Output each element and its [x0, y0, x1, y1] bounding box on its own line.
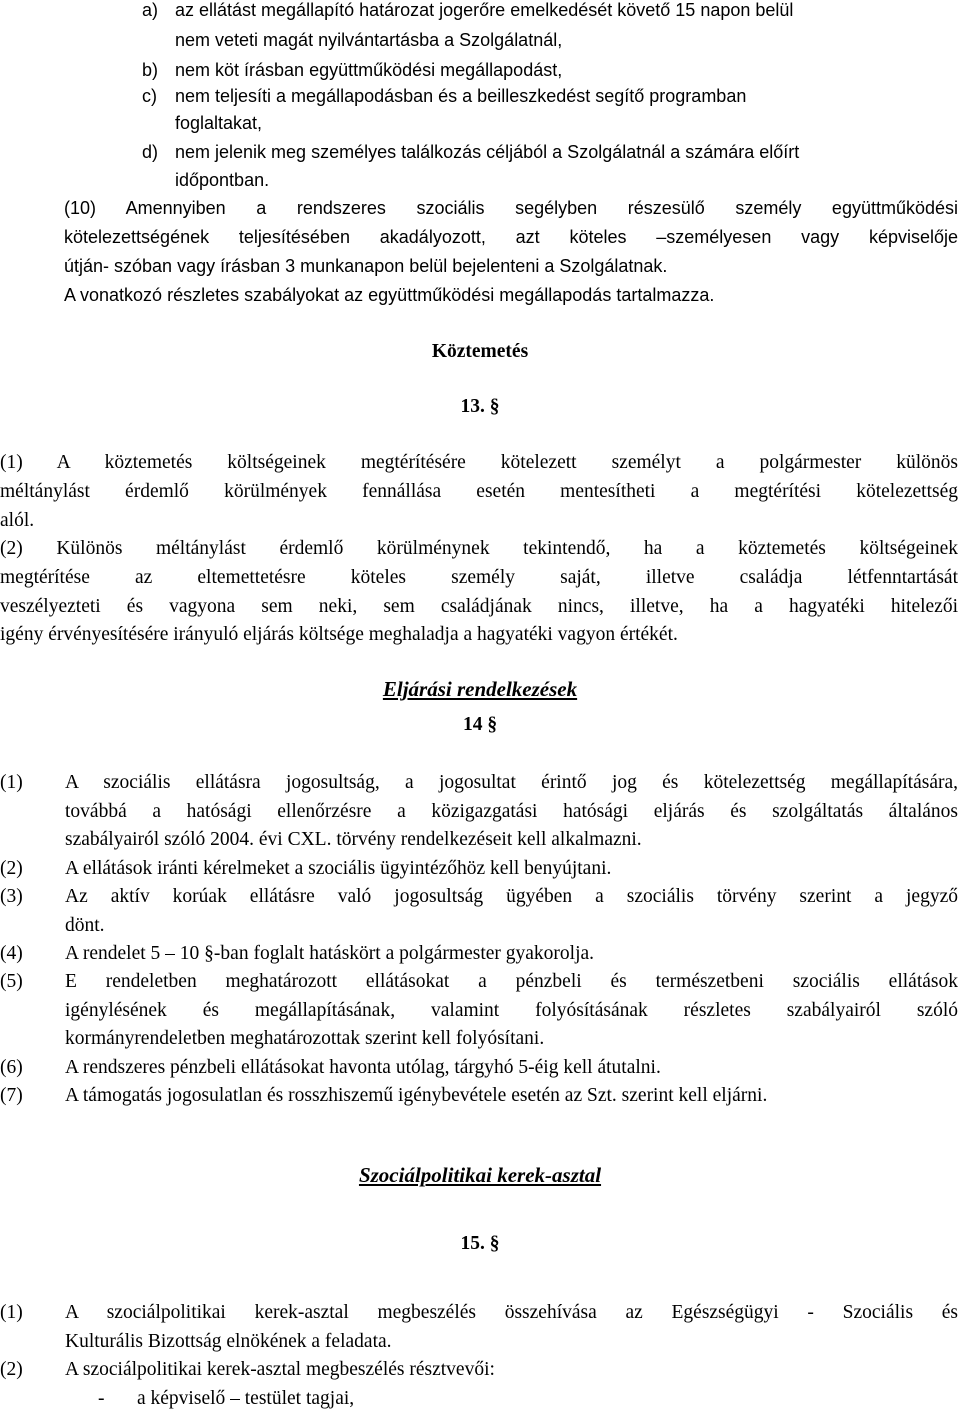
section-heading: Szociálpolitikai kerek-asztal	[358, 1163, 602, 1187]
list-label: b)	[142, 60, 159, 80]
item-text-line: A támogatás jogosulatlan és rosszhiszemű igénybevétele esetén az Szt. szerint kell eljárni.	[65, 1085, 768, 1106]
item-text-line: A rendelet 5 – 10 §-ban foglalt hatáskört a polgármester gyakorolja.	[65, 943, 595, 964]
item-text-line: Kulturális Bizottság elnökének a feladata.	[65, 1331, 392, 1352]
item-label: (2)	[0, 858, 23, 879]
item-label: (1)	[0, 772, 23, 793]
section-heading: Köztemetés	[431, 341, 529, 362]
paragraph-line: kötelezettségének teljesítésében akadályozott, azt köteles –személyesen vagy képviselője	[64, 227, 958, 247]
item-text-line: szabályairól szóló 2004. évi CXL. törvény rendelkezéseit kell alkalmazni.	[65, 829, 642, 850]
item-text-line: A ellátások iránti kérelmeket a szociális ügyintézőhöz kell benyújtani.	[65, 858, 612, 879]
item-label: (2)	[0, 1359, 23, 1380]
paragraph-line: veszélyezteti és vagyona sem neki, sem családjának nincs, illetve, ha a hagyatéki hitelezői	[0, 596, 958, 617]
paragraph-line: (1) A köztemetés költségeinek megtérítésére kötelezett személyt a polgármester különös	[0, 452, 958, 473]
list-label: d)	[142, 142, 159, 162]
paragraph-line: igény érvényesítésére irányuló eljárás költsége meghaladja a hagyatéki vagyon értékét.	[0, 624, 678, 645]
list-text-line: az ellátást megállapító határozat jogerőre emelkedését követő 15 napon belül	[175, 0, 794, 20]
list-label: a)	[142, 0, 159, 20]
list-text-line: nem jelenik meg személyes találkozás céljából a Szolgálatnál a számára előírt	[175, 142, 800, 162]
list-text-line: időpontban.	[175, 170, 270, 190]
item-text-line: A szociálpolitikai kerek-asztal megbeszélés összehívása az Egészségügyi - Szociális és	[65, 1302, 958, 1323]
item-text-line: A szociálpolitikai kerek-asztal megbeszélés résztvevői:	[65, 1359, 495, 1380]
item-text-line: E rendeletben meghatározott ellátásokat a pénzbeli és természetbeni szociális ellátások	[65, 971, 958, 992]
dash-text: a képviselő – testület tagjai,	[137, 1388, 355, 1409]
item-label: (4)	[0, 943, 23, 964]
paragraph-line: (2) Különös méltánylást érdemlő körülménynek tekintendő, ha a köztemetés költségeinek	[0, 538, 958, 559]
paragraph-line: (10) Amennyiben a rendszeres szociális segélyben részesülő személy együttműködési	[64, 198, 958, 218]
section-number: 13. §	[460, 396, 500, 417]
section-number: 15. §	[460, 1233, 500, 1254]
item-text-line: kormányrendeletben meghatározottak szerint kell folyósítani.	[65, 1028, 545, 1049]
item-label: (6)	[0, 1057, 23, 1078]
paragraph-line: megtérítése az eltemettetésre köteles személy saját, illetve családja létfenntartását	[0, 567, 958, 588]
item-text-line: A szociális ellátásra jogosultság, a jogosultat érintő jog és kötelezettség megállapítására,	[65, 772, 958, 793]
item-text-line: A rendszeres pénzbeli ellátásokat havonta utólag, tárgyhó 5-éig kell átutalni.	[65, 1057, 661, 1078]
list-text-line: nem teljesíti a megállapodásban és a beilleszkedést segítő programban	[175, 86, 747, 106]
section-heading: Eljárási rendelkezések	[382, 677, 578, 701]
paragraph-line: útján- szóban vagy írásban 3 munkanapon belül bejelenteni a Szolgálatnak.	[64, 256, 668, 276]
item-text-line: igénylésének és megállapításának, valamint folyósításának részletes szabályairól szóló	[65, 1000, 958, 1021]
dash-label: -	[98, 1388, 105, 1409]
list-text-line: foglaltakat,	[175, 113, 263, 133]
item-text-line: dönt.	[65, 915, 105, 936]
item-label: (7)	[0, 1085, 23, 1106]
list-text-line: nem veteti magát nyilvántartásba a Szolgálatnál,	[175, 30, 563, 50]
section-number: 14 §	[462, 714, 498, 735]
item-label: (1)	[0, 1302, 23, 1323]
item-text-line: továbbá a hatósági ellenőrzésre a közigazgatási hatósági eljárás és szolgáltatás általános	[65, 801, 958, 822]
paragraph-line: A vonatkozó részletes szabályokat az együttműködési megállapodás tartalmazza.	[64, 285, 715, 305]
list-text-line: nem köt írásban együttműködési megállapodást,	[175, 60, 563, 80]
paragraph-line: alól.	[0, 510, 35, 531]
item-label: (5)	[0, 971, 23, 992]
paragraph-line: méltánylást érdemlő körülmények fennállása esetén mentesítheti a megtérítési kötelezettség	[0, 481, 958, 502]
item-label: (3)	[0, 886, 23, 907]
item-text-line: Az aktív korúak ellátásre való jogosultság ügyében a szociális törvény szerint a jegyző	[65, 886, 958, 907]
list-label: c)	[142, 86, 157, 106]
